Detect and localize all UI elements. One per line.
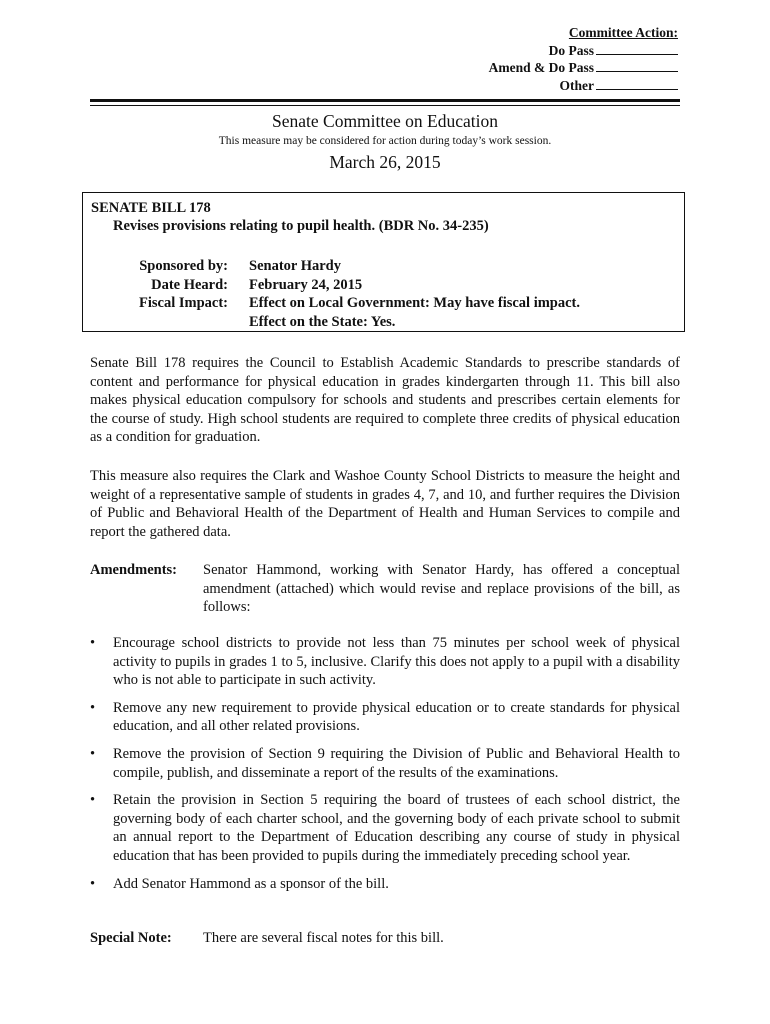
other-line: Other [489, 77, 678, 95]
bullet-icon: • [90, 792, 96, 809]
special-note-label: Special Note: [90, 930, 172, 946]
bullet-icon: • [90, 635, 96, 651]
summary-paragraph-1: Senate Bill 178 requires the Council to Establish Academic Standards to prescribe standards of content and performance for physical education in grades kindergarten through 11. This bill also makes physical education compulsory for schools and students and prescribes certain elements for the course of study. High school students are required to complete three credits of physical education as a condition for graduation. [90, 355, 680, 446]
bullet-icon: • [90, 875, 96, 892]
bill-info [113, 257, 580, 331]
do-pass-blank [596, 42, 678, 55]
special-note [90, 930, 444, 947]
do-pass-line: Do Pass [489, 42, 678, 60]
amend-do-pass-line: Amend & Do Pass [489, 59, 678, 77]
amendments-text: Senator Hammond, working with Senator Hardy, has offered a conceptual amendment (attached) which would revise and replace provisions of the bill, as follows: [203, 562, 680, 616]
list-item: • Remove the provision of Section 9 requiring the Division of Public and Behavioral Health to compile, publish, and disseminate a report of the results of the examinations. [90, 745, 680, 781]
fiscal-impact-row: Fiscal Impact: Effect on Local Government: May have fiscal impact. [139, 295, 581, 311]
header-rule-thin [90, 105, 680, 106]
bill-number: SENATE BILL 178 [91, 200, 211, 216]
hearing-date: March 26, 2015 [329, 152, 441, 172]
page-title: Senate Committee on Education [272, 111, 498, 131]
list-item: • Remove any new requirement to provide physical education or to create standards for physical education, and all other related provisions. [90, 699, 680, 735]
amendments-label: Amendments: [90, 562, 177, 578]
sponsor-row: Sponsored by: Senator Hardy [139, 258, 341, 274]
amendments-section [90, 561, 680, 617]
fiscal-state-row: Effect on the State: Yes. [249, 313, 396, 330]
summary-paragraph-2: This measure also requires the Clark and Washoe County School Districts to measure the height and weight of a representative sample of students in grades 4, 7, and 10, and further requires the Division of Public and Behavioral Health of the Department of Health and Human Services to compile and report the gathered data. [90, 468, 680, 540]
committee-action-heading: Committee Action: [568, 25, 678, 40]
amendment-list [90, 634, 680, 902]
bill-description: Revises provisions relating to pupil health. (BDR No. 34-235) [113, 218, 489, 234]
bill-summary-box [82, 192, 685, 332]
list-item: • Retain the provision in Section 5 requiring the board of trustees of each school district, the governing body of each charter school, and the governing body of each private school to submit an annual report to the Department of Education describing any course of study in physical education that has been provided to pupils during the immediately preceding school year. [90, 792, 680, 864]
special-note-text: There are several fiscal notes for this bill. [203, 930, 444, 946]
amend-do-pass-blank [596, 59, 678, 72]
date-heard-row: Date Heard: February 24, 2015 [151, 276, 363, 293]
bullet-icon: • [90, 699, 96, 716]
list-item: • Add Senator Hammond as a sponsor of the bill. [90, 875, 389, 892]
bullet-icon: • [90, 745, 96, 762]
other-blank [596, 77, 678, 90]
page-subtitle: This measure may be considered for action during today’s work session. [218, 135, 552, 147]
list-item: • Encourage school districts to provide not less than 75 minutes per school week of physical activity to pupils in grades 1 to 5, inclusive. Clarify this does not apply to a pupil with a disability who is not able to participate in such activity. [90, 635, 680, 689]
committee-action-block [489, 24, 678, 94]
header-rule-thick [90, 99, 680, 102]
